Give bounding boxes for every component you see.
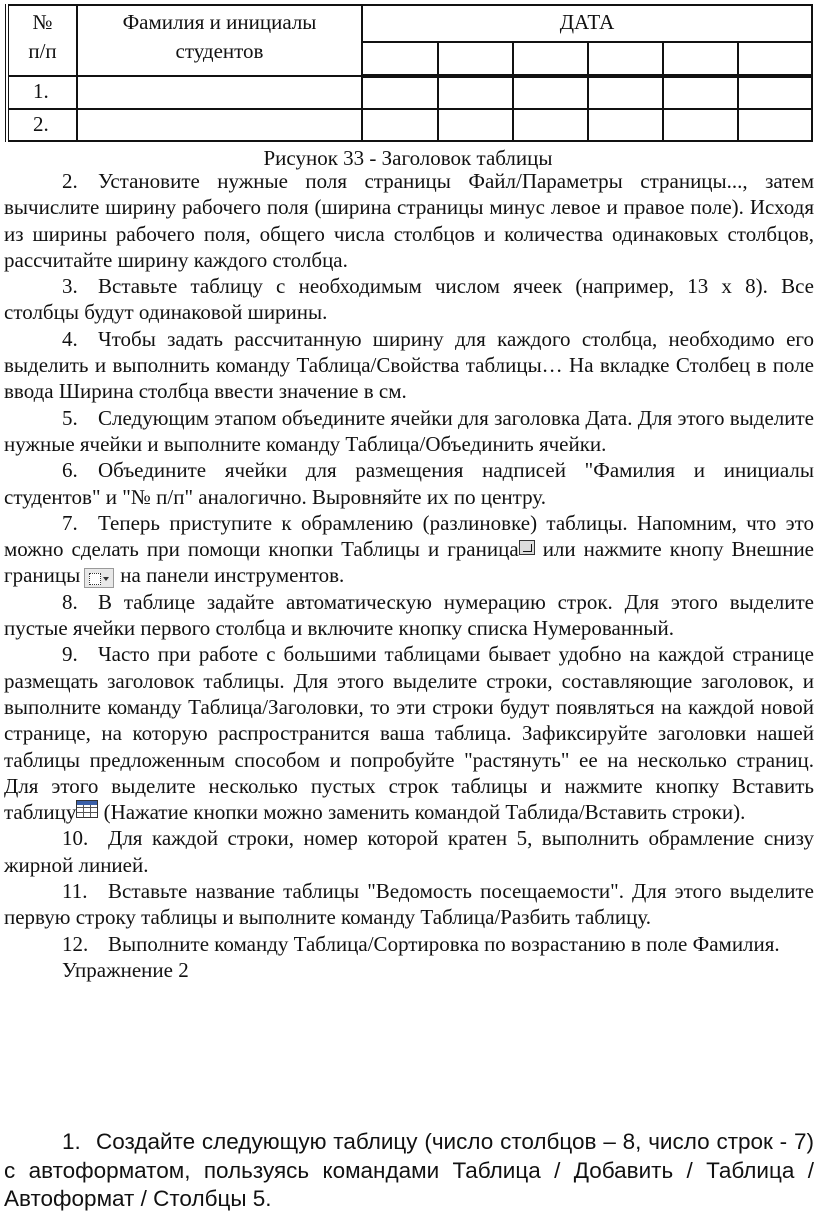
step-8: 8. В таблице задайте автоматическую нумерацию строк. Для этого выделите пустые ячейки первого столбца и включите кнопку списка Нумерованный. bbox=[4, 589, 814, 641]
date-cell bbox=[588, 42, 663, 76]
step-2: 2. Установите нужные поля страницы Файл/Параметры страницы..., затем вычислите ширину рабочего поля (ширина страницы минус левое и правое поле). Исходя из ширины рабочего поля, общего числа столбцов и количества одинаковых столбцов, рассчитайте ширину каждого столбца. bbox=[4, 169, 814, 272]
step-5: 5. Следующим этапом объедините ячейки для заголовка Дата. Для этого выделите нужные ячейки и выполните команду Таблица/Объединить ячейки. bbox=[4, 405, 814, 456]
exercise-title: Упражнение 2 bbox=[62, 957, 189, 982]
table-row bbox=[7, 76, 812, 109]
exercise-step-1: 1. Создайте следующую таблицу (число столбцов – 8, число строк - 7) с автоформатом, пользуясь командами Таблица / Добавить / Таблица / Автоформат / Столбцы 5. bbox=[4, 1129, 814, 1211]
col-date-header: ДАТА bbox=[362, 5, 812, 42]
row-number: 1. bbox=[7, 76, 77, 109]
step-7: 7. Теперь приступите к обрамлению (разлиновке) таблицы. Напомним, что это можно сделать при помощи кнопки Таблицы и граница или нажмите кнопу Внешние границы на панели инструментов. bbox=[4, 510, 815, 588]
figure-caption: Рисунок 33 - Заголовок таблицы bbox=[263, 146, 553, 170]
date-cell bbox=[362, 42, 438, 76]
table-row bbox=[7, 109, 812, 141]
date-cell bbox=[438, 42, 513, 76]
step-10: 10. Для каждой строки, номер которой кратен 5, выполнить обрамление снизу жирной линией. bbox=[4, 826, 814, 877]
col-num-header: № п/п bbox=[7, 5, 77, 76]
step-6: 6. Объедините ячейки для размещения надписей "Фамилия и инициалы студентов" и "№ п/п" аналогично. Выровняйте их по центру. bbox=[4, 458, 814, 509]
row-number: 2. bbox=[7, 109, 77, 141]
attendance-table-header bbox=[5, 4, 813, 142]
step-4: 4. Чтобы задать рассчитанную ширину для каждого столбца, необходимо его выделить и выполнить команду Таблица/Свойства таблицы… На вкладке Столбец в поле ввода Ширина столбца ввести значение в см. bbox=[4, 326, 814, 404]
outside-borders-icon bbox=[84, 568, 114, 588]
col-name-header: Фамилия и инициалы студентов bbox=[77, 5, 362, 76]
table-borders-icon bbox=[519, 540, 535, 555]
step-9: 9. Часто при работе с большими таблицами бывает удобно на каждой странице размещать заголовок таблицы. Для этого выделите строки, составляющие заголовок, и выполните команду Таблица/Заголовки, то эти строки будут появляться на каждой новой странице, на которую распространится ваша таблица. Зафиксируйте заголовки нашей таблицы предложенным способом и попробуйте "растянуть" ее на несколько страниц. Для этого выделите несколько пустых строк таблицы и нажмите кнопку Вставить таблицу (Нажатие кнопки можно заменить командой Таблида/Вставить строки). bbox=[4, 642, 814, 825]
step-11: 11. Вставьте название таблицы "Ведомость посещаемости". Для этого выделите первую строку таблицы и выполните команду Таблица/Разбить таблицу. bbox=[4, 879, 814, 930]
step-12: 12. Выполните команду Таблица/Сортировка по возрастанию в поле Фамилия. bbox=[62, 931, 780, 956]
date-cell bbox=[738, 42, 812, 76]
step-3: 3. Вставьте таблицу с необходимым числом ячеек (например, 13 х 8). Все столбцы будут одинаковой ширины. bbox=[4, 274, 814, 325]
insert-table-icon bbox=[76, 800, 98, 818]
instructions bbox=[4, 168, 814, 983]
date-cell bbox=[663, 42, 738, 76]
date-cell bbox=[513, 42, 588, 76]
